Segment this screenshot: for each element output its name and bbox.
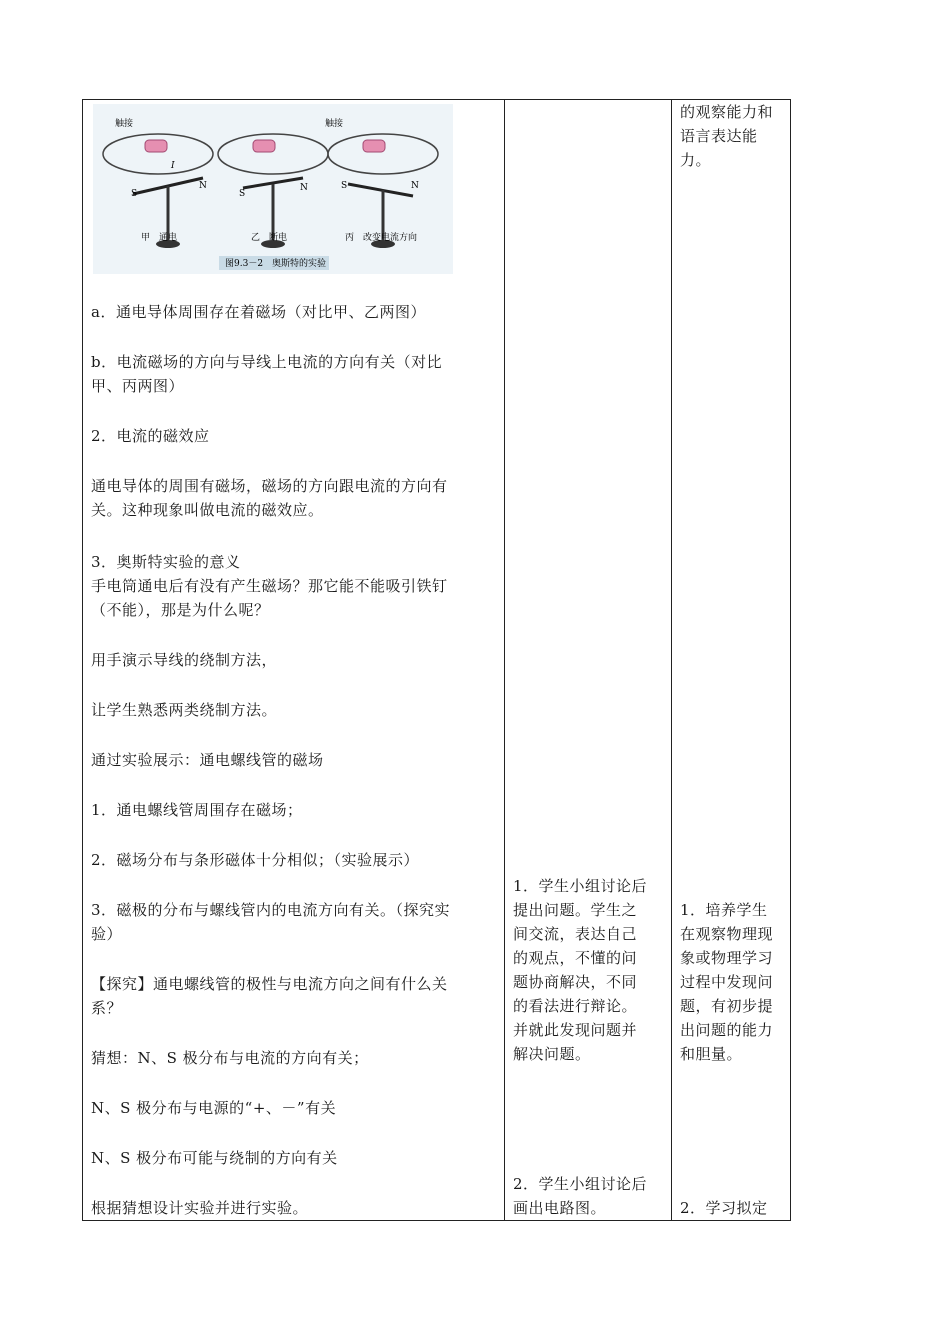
intent-top: 的观察能力和 语言表达能 力。 bbox=[680, 103, 774, 169]
figure-label: 触接 bbox=[115, 119, 134, 129]
heading-magnetic-effect: 2．电流的磁效应 bbox=[91, 427, 210, 445]
figure-label: N bbox=[411, 181, 419, 191]
point-b: b．电流磁场的方向与导线上电流的方向有关（对比 甲、丙两图） bbox=[91, 353, 443, 395]
figure-label: S bbox=[341, 181, 348, 191]
point-a: a．通电导体周围存在着磁场（对比甲、乙两图） bbox=[91, 303, 426, 321]
intent-1: 1．培养学生 在观察物理现 象或物理学习 过程中发现问 题，有初步提 出问题的能力 和胆量。 bbox=[680, 901, 774, 1063]
figure-caption: 丙 改变电流方向 bbox=[345, 233, 418, 243]
figure-caption: 甲 通电 bbox=[141, 233, 178, 243]
figure-label: 触接 bbox=[325, 119, 344, 129]
student-activity-column bbox=[505, 100, 671, 1220]
oersted-experiment-figure bbox=[93, 104, 453, 274]
solenoid-point-1: 1．通电螺线管周围存在磁场； bbox=[91, 801, 303, 819]
design-intent-column bbox=[672, 100, 790, 1220]
student-activity-1: 1．学生小组讨论后 提出问题。学生之 间交流，表达自己 的观点，不懂的问 题协商解决，不同 的看法进行辩论。 并就此发现问题并 解决问题。 bbox=[513, 877, 648, 1063]
student-activity-2: 2．学生小组讨论后 画出电路图。 bbox=[513, 1175, 648, 1217]
teaching-content-column bbox=[83, 100, 504, 1220]
solenoid-point-2: 2．磁场分布与条形磁体十分相似；（实验展示） bbox=[91, 851, 420, 869]
figure-label: N bbox=[199, 181, 207, 191]
figure-label: N bbox=[300, 183, 308, 193]
figure-label: S bbox=[131, 189, 138, 199]
design-text: 根据猜想设计实验并进行实验。 bbox=[91, 1199, 309, 1217]
intent-2: 2．学习拟定 bbox=[680, 1199, 768, 1217]
magnetic-effect-definition: 通电导体的周围有磁场，磁场的方向跟电流的方向有 关。这种现象叫做电流的磁效应。 bbox=[91, 477, 448, 519]
figure-caption: 乙 断电 bbox=[251, 233, 288, 243]
guess-ns-power: N、S 极分布与电源的“+、－”有关 bbox=[91, 1099, 337, 1117]
figure-label: S bbox=[239, 189, 246, 199]
figure-title: 图9.3－2 奥斯特的实验 bbox=[225, 259, 327, 269]
figure-label: I bbox=[171, 161, 175, 171]
guess-text: 猜想：N、S 极分布与电流的方向有关； bbox=[91, 1049, 369, 1067]
explore-question: 【探究】通电螺线管的极性与电流方向之间有什么关 系？ bbox=[91, 975, 448, 1017]
show-text: 通过实验展示：通电螺线管的磁场 bbox=[91, 751, 324, 769]
heading-significance: 3．奥斯特实验的意义 手电筒通电后有没有产生磁场？那它能不能吸引铁钉 （不能），那是为什么呢？ bbox=[91, 553, 448, 619]
guess-ns-winding: N、S 极分布可能与绕制的方向有关 bbox=[91, 1149, 338, 1167]
familiar-text: 让学生熟悉两类绕制方法。 bbox=[91, 701, 278, 719]
lesson-table bbox=[82, 99, 791, 1221]
solenoid-point-3: 3．磁极的分布与螺线管内的电流方向有关。（探究实 验） bbox=[91, 901, 451, 943]
demo-text: 用手演示导线的绕制方法， bbox=[91, 651, 278, 669]
